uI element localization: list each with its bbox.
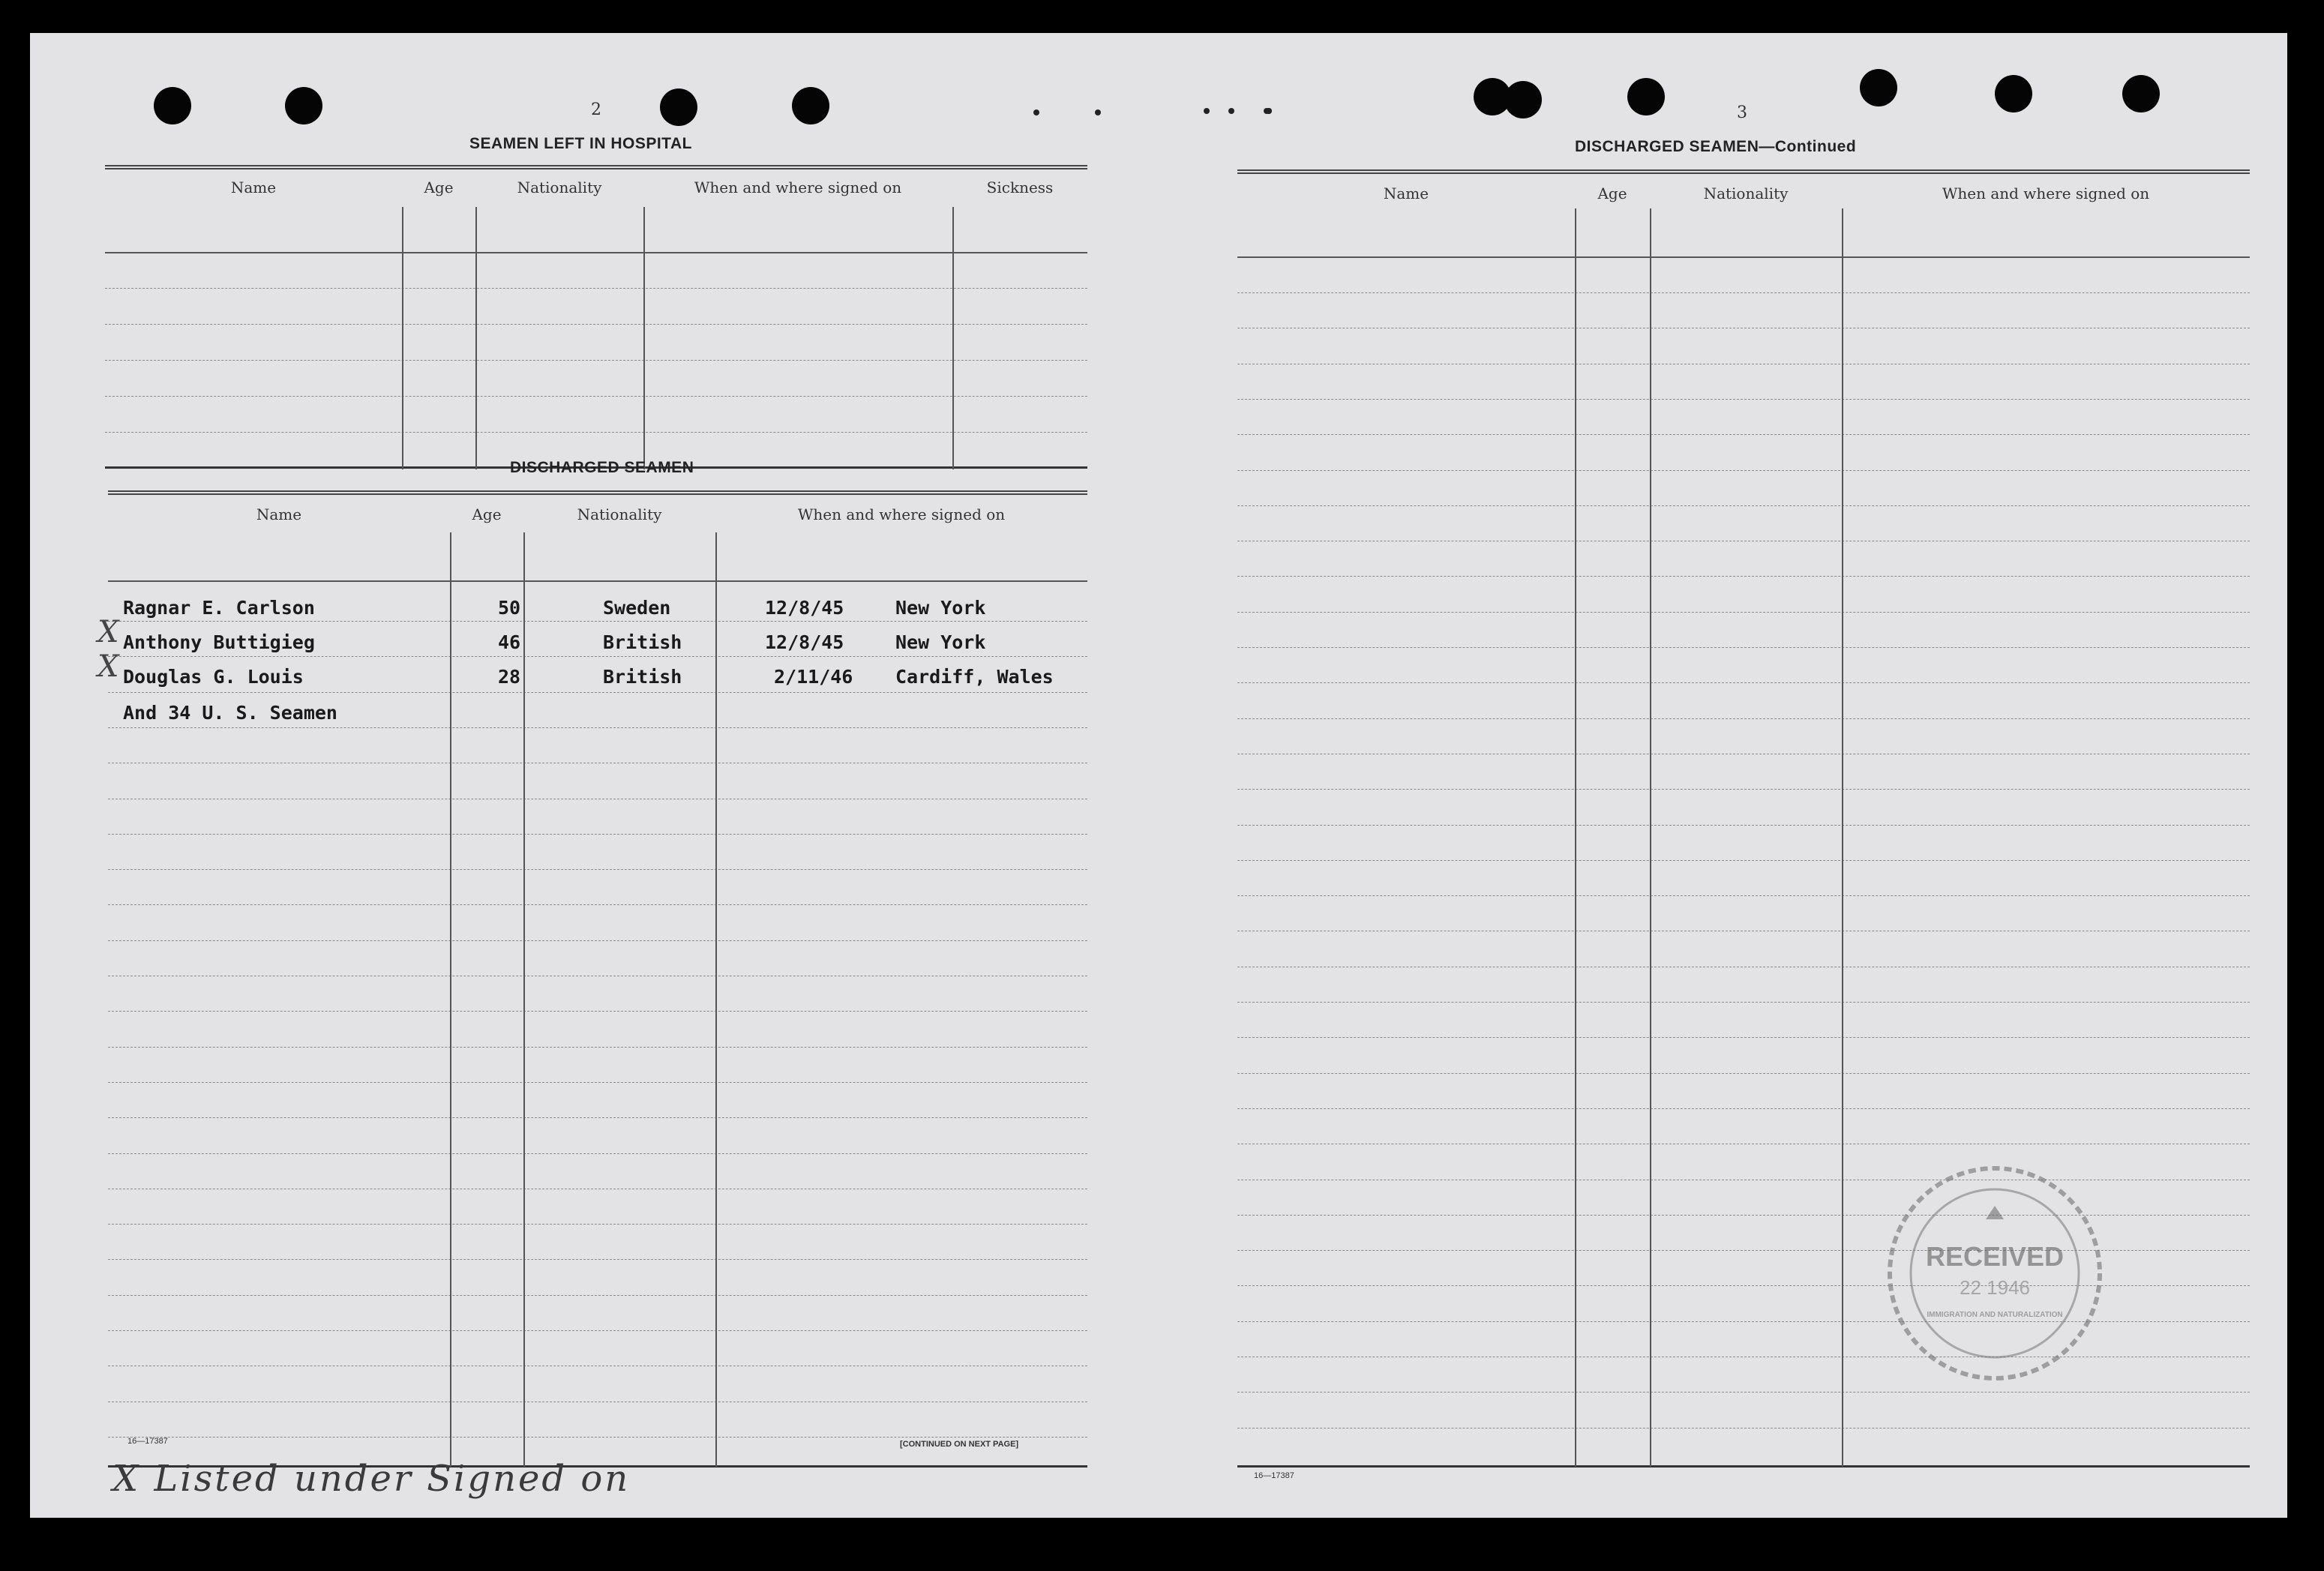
ruled-line — [1237, 718, 2250, 719]
page-number-right: 3 — [1737, 103, 1747, 122]
ruled-line — [1237, 789, 2250, 790]
col-header-name: Name — [230, 178, 277, 196]
seaman-age: 46 — [498, 631, 521, 653]
seaman-age: 28 — [498, 666, 521, 688]
ink-dot — [1204, 108, 1210, 114]
punch-hole — [2122, 75, 2160, 112]
ruled-line — [1237, 292, 2250, 293]
seaman-name: Anthony Buttigieg — [123, 631, 315, 653]
col-header-age: Age — [472, 505, 502, 523]
ruled-line — [1237, 682, 2250, 683]
punch-hole — [285, 87, 322, 124]
discharged-section-title: DISCHARGED SEAMEN — [510, 459, 694, 476]
ruled-line — [1237, 1428, 2250, 1429]
seaman-nationality: Sweden — [603, 597, 671, 619]
received-stamp — [1882, 1161, 2107, 1386]
ruled-line — [1237, 505, 2250, 506]
col-header-signed-on: When and where signed on — [1942, 184, 2150, 202]
form-number-left: 16—17387 — [127, 1437, 168, 1446]
ink-dot — [1095, 109, 1101, 115]
svg-text:RECEIVED: RECEIVED — [1925, 1241, 2065, 1272]
ruled-line — [1237, 895, 2250, 896]
col-header-nationality: Nationality — [517, 178, 602, 196]
ink-dot — [1266, 108, 1272, 114]
discharged-table — [97, 490, 1087, 1473]
ruled-line — [108, 1295, 1087, 1296]
ruled-line — [108, 621, 1087, 622]
ruled-line — [108, 1259, 1087, 1260]
seaman-name: Douglas G. Louis — [123, 666, 304, 688]
ruled-line — [1237, 1002, 2250, 1003]
check-mark: X — [97, 615, 119, 649]
ruled-line — [1237, 1108, 2250, 1109]
svg-text:IMMIGRATION AND NATURALIZATION: IMMIGRATION AND NATURALIZATION — [1927, 1311, 2063, 1319]
continued-note: [CONTINUED ON NEXT PAGE] — [900, 1440, 1019, 1449]
ruled-line — [108, 1047, 1087, 1048]
form-number-right: 16—17387 — [1254, 1471, 1294, 1480]
ruled-line — [108, 834, 1087, 835]
punch-hole — [1504, 81, 1542, 118]
col-header-signed-on: When and where signed on — [694, 178, 902, 196]
ruled-line — [108, 1011, 1087, 1012]
signed-on-place: New York — [895, 631, 986, 653]
ruled-line — [108, 1224, 1087, 1225]
signed-on-place: Cardiff, Wales — [895, 666, 1054, 688]
seaman-nationality: British — [603, 666, 682, 688]
page-number-left: 2 — [591, 100, 601, 119]
ruled-line — [108, 1330, 1087, 1331]
ink-dot — [1228, 108, 1234, 114]
handwritten-note: X Listed under Signed on — [112, 1458, 631, 1500]
signed-on-date: 12/8/45 — [765, 631, 844, 653]
ruled-line — [1237, 1392, 2250, 1393]
col-header-nationality: Nationality — [1703, 184, 1789, 202]
seaman-nationality: British — [603, 631, 682, 653]
right-section-title: DISCHARGED SEAMEN—Continued — [1575, 138, 1857, 155]
ink-dot — [1033, 109, 1039, 115]
col-header-age: Age — [424, 178, 454, 196]
col-header-nationality: Nationality — [577, 505, 662, 523]
col-header-sickness: Sickness — [986, 178, 1054, 196]
seaman-name: And 34 U. S. Seamen — [123, 702, 337, 724]
ruled-line — [108, 1117, 1087, 1118]
ruled-line — [1237, 1073, 2250, 1074]
ruled-line — [108, 1153, 1087, 1154]
ruled-line — [108, 692, 1087, 693]
punch-hole — [1995, 75, 2032, 112]
ruled-line — [108, 727, 1087, 728]
ruled-line — [108, 1082, 1087, 1083]
signed-on-place: New York — [895, 597, 986, 619]
ruled-line — [1237, 399, 2250, 400]
ruled-line — [108, 1437, 1087, 1438]
ruled-line — [1237, 470, 2250, 471]
col-header-name: Name — [1383, 184, 1429, 202]
punch-hole — [660, 88, 697, 126]
col-header-age: Age — [1597, 184, 1627, 202]
col-header-name: Name — [256, 505, 302, 523]
signed-on-date: 2/11/46 — [774, 666, 853, 688]
ruled-line — [1237, 860, 2250, 861]
col-header-signed-on: When and where signed on — [797, 505, 1006, 523]
ruled-line — [108, 869, 1087, 870]
punch-hole — [1627, 78, 1665, 115]
ruled-line — [108, 656, 1087, 657]
seaman-name: Ragnar E. Carlson — [123, 597, 315, 619]
signed-on-date: 12/8/45 — [765, 597, 844, 619]
ruled-line — [1237, 612, 2250, 613]
punch-hole — [154, 87, 191, 124]
punch-hole — [1860, 69, 1897, 106]
svg-text:22 1946: 22 1946 — [1960, 1276, 2030, 1299]
document-sheet — [30, 33, 2287, 1518]
ruled-line — [1237, 825, 2250, 826]
hospital-table — [105, 165, 1087, 472]
ruled-line — [1237, 1037, 2250, 1038]
ruled-line — [108, 940, 1087, 941]
ruled-line — [1237, 647, 2250, 648]
check-mark: X — [97, 649, 119, 684]
ruled-line — [108, 904, 1087, 905]
hospital-section-title: SEAMEN LEFT IN HOSPITAL — [469, 135, 692, 152]
seaman-age: 50 — [498, 597, 521, 619]
ruled-line — [1237, 434, 2250, 435]
ruled-line — [1237, 576, 2250, 577]
punch-hole — [792, 87, 829, 124]
